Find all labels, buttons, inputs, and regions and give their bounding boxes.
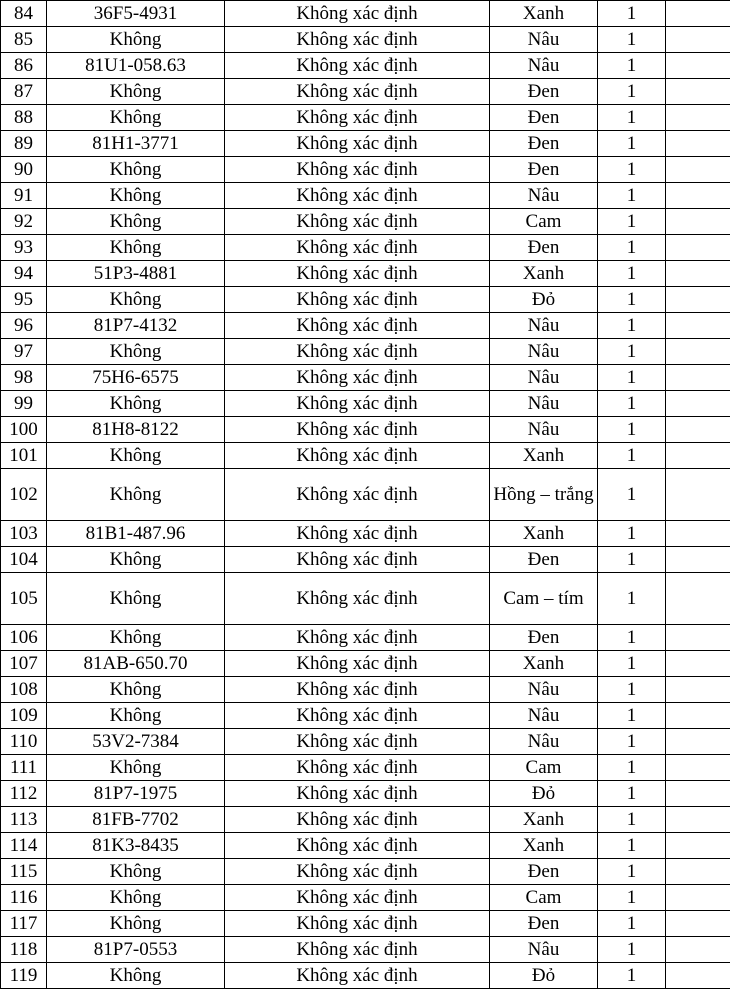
cell-note [666,521,730,547]
cell-quantity: 1 [598,131,666,157]
cell-license-plate: 81H8-8122 [47,417,225,443]
table-row [1,573,730,625]
table-row [1,937,730,963]
cell-note [666,807,730,833]
table-row [1,911,730,937]
cell-license-plate: 75H6-6575 [47,365,225,391]
cell-note [666,547,730,573]
cell-license-plate: 51P3-4881 [47,261,225,287]
cell-color: Nâu [490,365,598,391]
table-row [1,105,730,131]
table-row [1,79,730,105]
cell-owner: Không xác định [225,729,490,755]
cell-stt: 87 [1,79,47,105]
cell-stt: 113 [1,807,47,833]
table-row [1,183,730,209]
cell-color: Nâu [490,391,598,417]
cell-color: Cam [490,209,598,235]
cell-owner: Không xác định [225,885,490,911]
cell-quantity: 1 [598,573,666,625]
cell-quantity: 1 [598,157,666,183]
cell-owner: Không xác định [225,703,490,729]
cell-note [666,963,730,989]
cell-color: Nâu [490,417,598,443]
cell-note [666,157,730,183]
cell-color: Xanh [490,807,598,833]
cell-stt: 100 [1,417,47,443]
cell-stt: 88 [1,105,47,131]
cell-stt: 84 [1,1,47,27]
cell-quantity: 1 [598,53,666,79]
cell-note [666,105,730,131]
cell-stt: 106 [1,625,47,651]
cell-owner: Không xác định [225,313,490,339]
cell-stt: 99 [1,391,47,417]
table-row [1,313,730,339]
cell-note [666,417,730,443]
cell-stt: 110 [1,729,47,755]
table-row [1,703,730,729]
cell-note [666,833,730,859]
cell-owner: Không xác định [225,443,490,469]
cell-note [666,261,730,287]
cell-quantity: 1 [598,625,666,651]
cell-stt: 118 [1,937,47,963]
cell-note [666,27,730,53]
cell-color: Đỏ [490,781,598,807]
cell-color: Đen [490,131,598,157]
cell-note [666,781,730,807]
cell-stt: 90 [1,157,47,183]
cell-note [666,729,730,755]
cell-note [666,183,730,209]
cell-owner: Không xác định [225,365,490,391]
cell-license-plate: Không [47,443,225,469]
cell-license-plate: Không [47,755,225,781]
cell-license-plate: Không [47,287,225,313]
cell-quantity: 1 [598,209,666,235]
cell-license-plate: Không [47,885,225,911]
cell-owner: Không xác định [225,625,490,651]
cell-stt: 92 [1,209,47,235]
cell-owner: Không xác định [225,157,490,183]
cell-stt: 111 [1,755,47,781]
cell-quantity: 1 [598,287,666,313]
cell-owner: Không xác định [225,937,490,963]
cell-note [666,911,730,937]
cell-note [666,365,730,391]
cell-stt: 109 [1,703,47,729]
cell-quantity: 1 [598,703,666,729]
cell-license-plate: Không [47,183,225,209]
cell-owner: Không xác định [225,911,490,937]
cell-quantity: 1 [598,27,666,53]
cell-owner: Không xác định [225,183,490,209]
cell-owner: Không xác định [225,131,490,157]
cell-owner: Không xác định [225,651,490,677]
cell-owner: Không xác định [225,27,490,53]
cell-license-plate: Không [47,469,225,521]
cell-note [666,625,730,651]
cell-color: Xanh [490,1,598,27]
cell-stt: 96 [1,313,47,339]
cell-license-plate: 81P7-0553 [47,937,225,963]
cell-quantity: 1 [598,651,666,677]
cell-license-plate: 81B1-487.96 [47,521,225,547]
cell-note [666,677,730,703]
cell-color: Nâu [490,937,598,963]
cell-stt: 101 [1,443,47,469]
cell-color: Nâu [490,27,598,53]
cell-quantity: 1 [598,79,666,105]
table-row [1,1,730,27]
table-row [1,443,730,469]
cell-color: Xanh [490,521,598,547]
cell-owner: Không xác định [225,963,490,989]
cell-owner: Không xác định [225,417,490,443]
cell-quantity: 1 [598,365,666,391]
table-row [1,469,730,521]
cell-color: Nâu [490,53,598,79]
cell-note [666,703,730,729]
cell-color: Nâu [490,183,598,209]
table-row [1,339,730,365]
table-row [1,53,730,79]
cell-owner: Không xác định [225,521,490,547]
cell-note [666,885,730,911]
cell-note [666,443,730,469]
cell-color: Nâu [490,339,598,365]
cell-license-plate: 81P7-4132 [47,313,225,339]
cell-stt: 116 [1,885,47,911]
cell-quantity: 1 [598,833,666,859]
table-row [1,963,730,989]
cell-license-plate: Không [47,547,225,573]
cell-quantity: 1 [598,339,666,365]
table-body [1,1,730,989]
cell-color: Hồng – trắng [490,469,598,521]
cell-quantity: 1 [598,729,666,755]
cell-quantity: 1 [598,183,666,209]
cell-color: Đen [490,79,598,105]
cell-note [666,209,730,235]
cell-note [666,755,730,781]
table-row [1,391,730,417]
table-row [1,365,730,391]
cell-owner: Không xác định [225,807,490,833]
table-row [1,521,730,547]
table-row [1,807,730,833]
cell-license-plate: Không [47,339,225,365]
cell-license-plate: 81K3-8435 [47,833,225,859]
cell-note [666,651,730,677]
cell-license-plate: Không [47,105,225,131]
cell-color: Xanh [490,443,598,469]
cell-stt: 86 [1,53,47,79]
table-row [1,729,730,755]
cell-quantity: 1 [598,755,666,781]
cell-quantity: 1 [598,391,666,417]
cell-stt: 97 [1,339,47,365]
cell-owner: Không xác định [225,287,490,313]
cell-owner: Không xác định [225,547,490,573]
table-row [1,781,730,807]
cell-color: Đen [490,105,598,131]
cell-note [666,469,730,521]
cell-license-plate: 53V2-7384 [47,729,225,755]
cell-color: Cam [490,885,598,911]
table-row [1,157,730,183]
cell-stt: 112 [1,781,47,807]
cell-quantity: 1 [598,911,666,937]
cell-color: Đen [490,859,598,885]
cell-quantity: 1 [598,781,666,807]
cell-quantity: 1 [598,963,666,989]
cell-owner: Không xác định [225,469,490,521]
cell-license-plate: Không [47,157,225,183]
table-row [1,625,730,651]
cell-quantity: 1 [598,105,666,131]
cell-color: Xanh [490,261,598,287]
cell-quantity: 1 [598,235,666,261]
cell-quantity: 1 [598,313,666,339]
cell-color: Nâu [490,703,598,729]
cell-stt: 117 [1,911,47,937]
table-row [1,755,730,781]
cell-note [666,859,730,885]
cell-quantity: 1 [598,443,666,469]
table-row [1,261,730,287]
cell-quantity: 1 [598,469,666,521]
cell-license-plate: Không [47,573,225,625]
cell-stt: 91 [1,183,47,209]
cell-quantity: 1 [598,261,666,287]
table-row [1,235,730,261]
table-row [1,885,730,911]
cell-license-plate: 81U1-058.63 [47,53,225,79]
cell-note [666,313,730,339]
cell-owner: Không xác định [225,339,490,365]
cell-license-plate: Không [47,625,225,651]
cell-quantity: 1 [598,859,666,885]
table-row [1,833,730,859]
cell-note [666,53,730,79]
cell-color: Nâu [490,313,598,339]
cell-license-plate: Không [47,27,225,53]
cell-owner: Không xác định [225,105,490,131]
cell-color: Đỏ [490,963,598,989]
cell-color: Nâu [490,677,598,703]
cell-license-plate: Không [47,209,225,235]
cell-note [666,1,730,27]
cell-note [666,339,730,365]
cell-owner: Không xác định [225,677,490,703]
cell-license-plate: 81H1-3771 [47,131,225,157]
cell-license-plate: Không [47,963,225,989]
cell-owner: Không xác định [225,53,490,79]
cell-quantity: 1 [598,885,666,911]
cell-owner: Không xác định [225,573,490,625]
cell-note [666,287,730,313]
cell-license-plate: Không [47,677,225,703]
cell-owner: Không xác định [225,209,490,235]
table-row [1,131,730,157]
cell-owner: Không xác định [225,1,490,27]
cell-stt: 115 [1,859,47,885]
cell-stt: 119 [1,963,47,989]
cell-owner: Không xác định [225,391,490,417]
cell-stt: 89 [1,131,47,157]
cell-note [666,573,730,625]
cell-license-plate: Không [47,79,225,105]
table-row [1,287,730,313]
cell-quantity: 1 [598,547,666,573]
cell-quantity: 1 [598,807,666,833]
cell-license-plate: Không [47,391,225,417]
cell-quantity: 1 [598,1,666,27]
cell-color: Đen [490,157,598,183]
cell-note [666,79,730,105]
table-row [1,209,730,235]
cell-color: Xanh [490,833,598,859]
cell-license-plate: 81P7-1975 [47,781,225,807]
cell-owner: Không xác định [225,261,490,287]
cell-quantity: 1 [598,417,666,443]
cell-license-plate: 81AB-650.70 [47,651,225,677]
cell-color: Đỏ [490,287,598,313]
cell-color: Đen [490,547,598,573]
table-row [1,651,730,677]
table-row [1,547,730,573]
cell-color: Đen [490,911,598,937]
cell-stt: 108 [1,677,47,703]
cell-owner: Không xác định [225,781,490,807]
cell-stt: 103 [1,521,47,547]
table-row [1,27,730,53]
cell-stt: 107 [1,651,47,677]
cell-stt: 104 [1,547,47,573]
cell-stt: 105 [1,573,47,625]
cell-license-plate: 81FB-7702 [47,807,225,833]
table-row [1,417,730,443]
cell-owner: Không xác định [225,235,490,261]
cell-note [666,937,730,963]
cell-license-plate: Không [47,911,225,937]
cell-owner: Không xác định [225,79,490,105]
cell-note [666,235,730,261]
cell-quantity: 1 [598,521,666,547]
cell-stt: 94 [1,261,47,287]
cell-license-plate: 36F5-4931 [47,1,225,27]
cell-note [666,391,730,417]
cell-color: Nâu [490,729,598,755]
cell-color: Cam – tím [490,573,598,625]
table-row [1,677,730,703]
cell-license-plate: Không [47,235,225,261]
cell-quantity: 1 [598,937,666,963]
cell-note [666,131,730,157]
cell-owner: Không xác định [225,833,490,859]
cell-color: Xanh [490,651,598,677]
table-row [1,859,730,885]
cell-stt: 102 [1,469,47,521]
cell-stt: 93 [1,235,47,261]
cell-quantity: 1 [598,677,666,703]
cell-stt: 114 [1,833,47,859]
cell-stt: 98 [1,365,47,391]
cell-color: Đen [490,625,598,651]
cell-stt: 85 [1,27,47,53]
cell-color: Cam [490,755,598,781]
cell-owner: Không xác định [225,755,490,781]
cell-color: Đen [490,235,598,261]
cell-owner: Không xác định [225,859,490,885]
cell-stt: 95 [1,287,47,313]
cell-license-plate: Không [47,859,225,885]
cell-license-plate: Không [47,703,225,729]
